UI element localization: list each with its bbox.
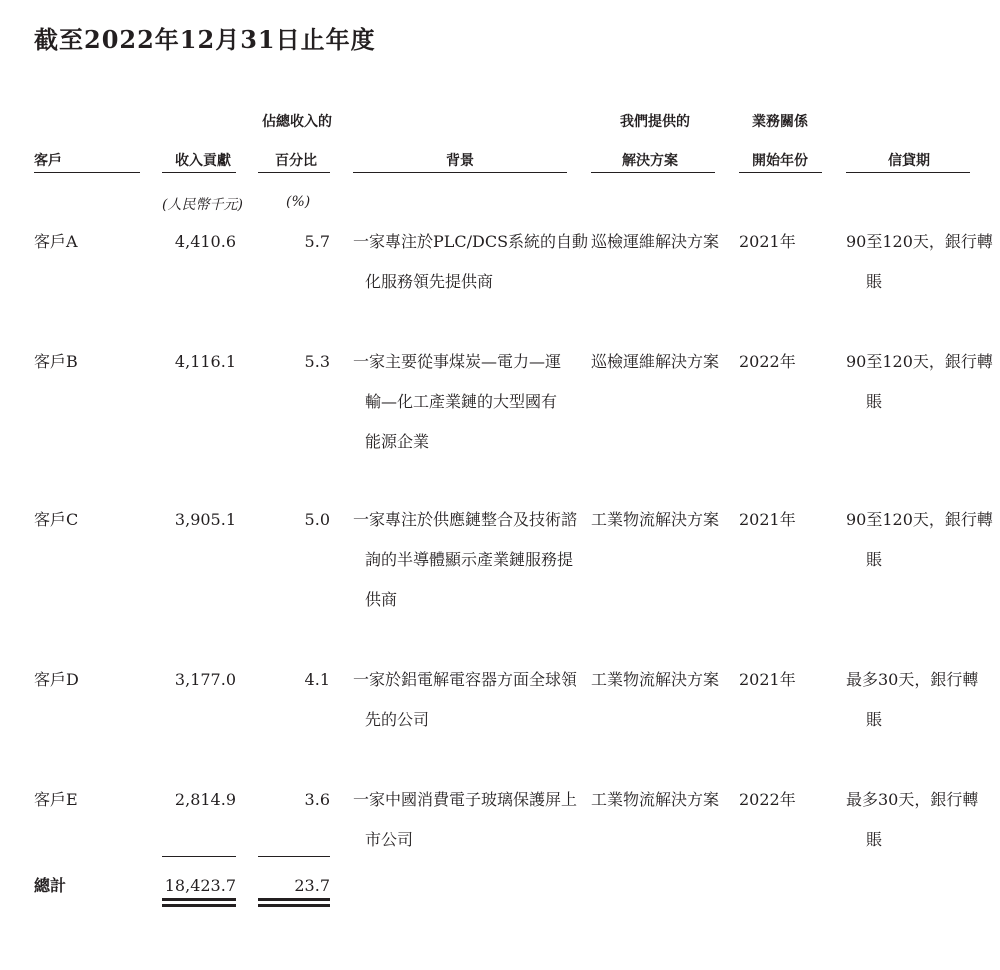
credit-term bbox=[846, 500, 993, 580]
background-line: 輸—化工產業鏈的大型國有 bbox=[365, 392, 558, 411]
pct-value: 3.6 bbox=[304, 790, 330, 809]
background-text bbox=[353, 500, 577, 620]
credit-line: 賬 bbox=[866, 830, 883, 849]
background-text bbox=[353, 780, 577, 860]
credit-term bbox=[846, 660, 978, 740]
header-relation-line1: 業務關係 bbox=[752, 114, 808, 130]
background-line: 詢的半導體顯示產業鏈服務提 bbox=[365, 550, 574, 569]
pct-value: 5.0 bbox=[304, 510, 330, 529]
revenue-value: 3,905.1 bbox=[174, 510, 236, 529]
total-revenue-value: 18,423.7 bbox=[164, 876, 236, 895]
start-year-value: 2021年 bbox=[739, 232, 796, 251]
credit-line: 賬 bbox=[866, 710, 883, 729]
background-text bbox=[353, 222, 588, 302]
background-line: 一家主要從事煤炭—電力—運 bbox=[353, 352, 562, 371]
credit-term bbox=[846, 342, 993, 422]
total-double-rule-pct-top bbox=[258, 898, 330, 901]
background-line: 先的公司 bbox=[365, 710, 430, 729]
start-year-value: 2022年 bbox=[739, 352, 796, 371]
credit-line: 最多30天，銀行轉 bbox=[846, 790, 979, 809]
header-underline-revenue bbox=[162, 172, 236, 173]
start-year-value: 2021年 bbox=[739, 670, 796, 689]
revenue-value: 4,116.1 bbox=[174, 352, 236, 371]
header-background: 背景 bbox=[446, 153, 474, 169]
background-line: 一家專注於PLC/DCS系統的自動 bbox=[353, 232, 589, 251]
header-underline-customer bbox=[34, 172, 140, 173]
solution-value: 工業物流解決方案 bbox=[591, 670, 720, 689]
background-text bbox=[353, 660, 577, 740]
credit-line: 90至120天，銀行轉 bbox=[846, 232, 993, 251]
credit-line: 最多30天，銀行轉 bbox=[846, 670, 979, 689]
credit-term bbox=[846, 780, 978, 860]
customer-name: 客戶B bbox=[34, 352, 78, 371]
header-underline-pct bbox=[258, 172, 330, 173]
background-line: 能源企業 bbox=[365, 432, 430, 451]
credit-line: 賬 bbox=[866, 272, 883, 291]
page-title: 截至2022年12月31日止年度 bbox=[34, 25, 376, 54]
total-pct-value: 23.7 bbox=[294, 876, 330, 895]
unit-pct: (%) bbox=[286, 194, 311, 210]
credit-term bbox=[846, 222, 993, 302]
header-underline-background bbox=[353, 172, 567, 173]
solution-value: 巡檢運維解決方案 bbox=[591, 232, 720, 251]
pct-value: 5.7 bbox=[304, 232, 330, 251]
total-double-rule-revenue-bottom bbox=[162, 904, 236, 907]
header-credit: 信貸期 bbox=[888, 153, 930, 169]
header-revenue: 收入貢獻 bbox=[175, 153, 231, 169]
header-solution-line2: 解決方案 bbox=[622, 153, 678, 169]
total-label: 總計 bbox=[34, 876, 67, 895]
header-customer: 客戶 bbox=[34, 153, 62, 169]
header-relation-line2: 開始年份 bbox=[752, 153, 808, 169]
background-line: 一家專注於供應鏈整合及技術諮 bbox=[353, 510, 578, 529]
background-line: 供商 bbox=[365, 590, 398, 609]
background-line: 化服務領先提供商 bbox=[365, 272, 494, 291]
unit-revenue: (人民幣千元) bbox=[162, 197, 243, 213]
background-line: 一家中國消費電子玻璃保護屏上 bbox=[353, 790, 578, 809]
credit-line: 賬 bbox=[866, 392, 883, 411]
header-underline-credit bbox=[846, 172, 970, 173]
header-pct-line1: 佔總收入的 bbox=[262, 114, 332, 130]
header-underline-solution bbox=[591, 172, 715, 173]
header-underline-relation bbox=[739, 172, 822, 173]
credit-line: 90至120天，銀行轉 bbox=[846, 352, 993, 371]
solution-value: 工業物流解決方案 bbox=[591, 790, 720, 809]
subtotal-rule-pct bbox=[258, 856, 330, 857]
customer-name: 客戶C bbox=[34, 510, 79, 529]
start-year-value: 2022年 bbox=[739, 790, 796, 809]
solution-value: 工業物流解決方案 bbox=[591, 510, 720, 529]
header-solution-line1: 我們提供的 bbox=[620, 114, 690, 130]
pct-value: 4.1 bbox=[304, 670, 330, 689]
total-double-rule-revenue-top bbox=[162, 898, 236, 901]
subtotal-rule-revenue bbox=[162, 856, 236, 857]
revenue-value: 2,814.9 bbox=[174, 790, 236, 809]
pct-value: 5.3 bbox=[304, 352, 330, 371]
customer-name: 客戶A bbox=[34, 232, 78, 251]
revenue-value: 3,177.0 bbox=[174, 670, 236, 689]
background-line: 市公司 bbox=[365, 830, 414, 849]
customer-name: 客戶D bbox=[34, 670, 79, 689]
background-text bbox=[353, 342, 561, 462]
credit-line: 90至120天，銀行轉 bbox=[846, 510, 993, 529]
total-double-rule-pct-bottom bbox=[258, 904, 330, 907]
solution-value: 巡檢運維解決方案 bbox=[591, 352, 720, 371]
background-line: 一家於鋁電解電容器方面全球領 bbox=[353, 670, 578, 689]
revenue-value: 4,410.6 bbox=[174, 232, 236, 251]
start-year-value: 2021年 bbox=[739, 510, 796, 529]
header-pct-line2: 百分比 bbox=[275, 153, 317, 169]
credit-line: 賬 bbox=[866, 550, 883, 569]
customer-name: 客戶E bbox=[34, 790, 78, 809]
